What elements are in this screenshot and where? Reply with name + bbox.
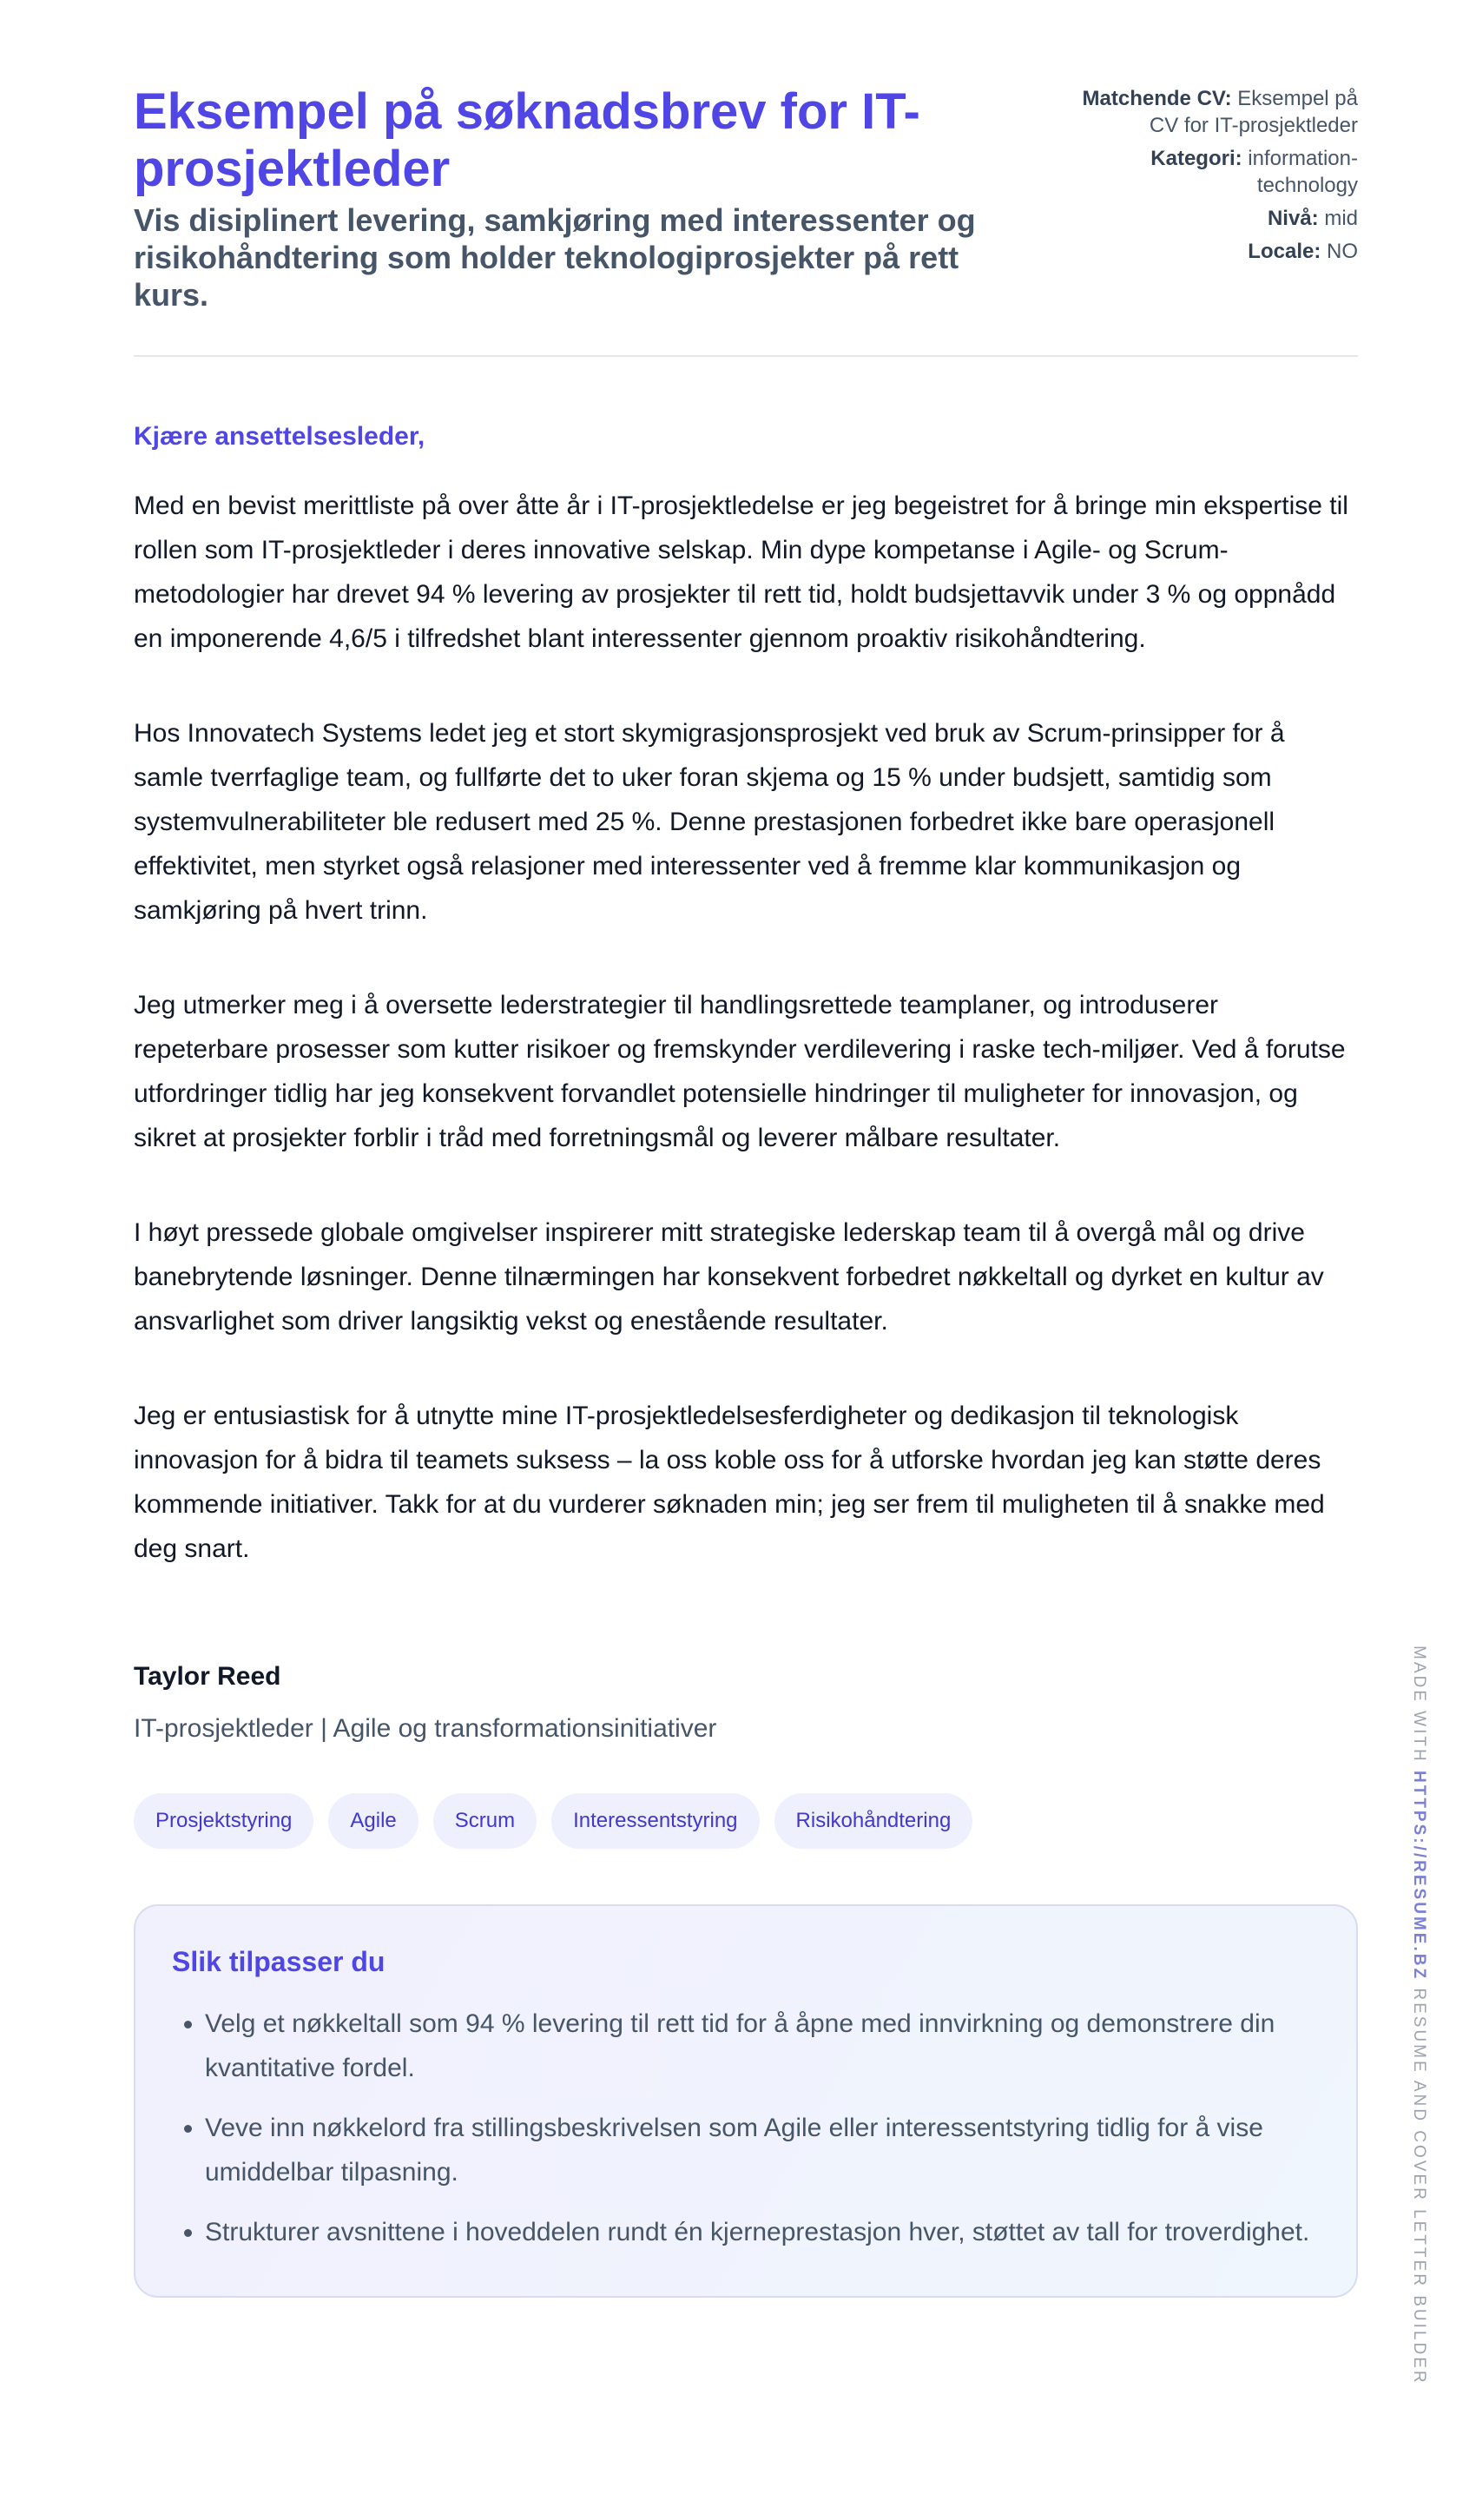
signature-role: IT-prosjektleder | Agile og transformationsinitiativer <box>134 1714 717 1743</box>
meta-level-value: mid <box>1324 207 1358 230</box>
meta-matching-cv <box>1071 85 1358 139</box>
tips-box <box>134 1904 1358 2298</box>
made-with-prefix: MADE WITH <box>1410 1646 1428 1764</box>
meta-locale-value: NO <box>1327 240 1358 263</box>
tag-prosjektstyring[interactable]: Prosjektstyring <box>134 1793 313 1849</box>
meta-locale-label: Locale: <box>1248 240 1321 263</box>
tips-list <box>172 2002 1320 2254</box>
made-with-note <box>1409 1646 1428 2385</box>
meta-locale <box>1071 238 1358 265</box>
letter-greeting: Kjære ansettelsesleder, <box>134 422 425 451</box>
meta-level-label: Nivå: <box>1267 207 1319 230</box>
meta-category-value: information-technology <box>1248 147 1358 197</box>
tag-risikohandtering[interactable]: Risikohåndtering <box>774 1793 973 1849</box>
letter-paragraph: I høyt pressede globale omgivelser inspirerer mitt strategiske lederskap team til å overgå mål og drive banebrytende løsninger. Denne tilnærmingen har konsekvent forbedret nøkkeltall og dyrket en kultur av ansvarlighet som driver langsiktig vekst og enestående resultater. <box>134 1218 1324 1336</box>
tips-title: Slik tilpasser du <box>172 1946 385 1977</box>
meta-panel <box>1071 85 1358 271</box>
meta-category-label: Kategori: <box>1150 147 1242 170</box>
made-with-suffix: RESUME AND COVER LETTER BUILDER <box>1410 1988 1428 2385</box>
page-header <box>134 83 1358 313</box>
meta-matching-cv-value[interactable]: Eksempel på CV for IT-prosjektleder <box>1149 87 1358 137</box>
meta-level <box>1071 205 1358 232</box>
made-with-link[interactable]: HTTPS://RESUME.BZ <box>1410 1771 1428 1982</box>
tag-agile[interactable]: Agile <box>328 1793 418 1849</box>
tips-item: • Veve inn nøkkelord fra stillingsbeskrivelsen som Agile eller interessentstyring tidlig for å vise umiddelbar tilpasning. <box>205 2106 1320 2194</box>
meta-category <box>1071 145 1358 199</box>
page-title: Eksempel på søknadsbrev for IT-prosjektleder <box>134 83 920 197</box>
title-block <box>134 83 1002 313</box>
letter-body <box>134 484 1358 1571</box>
meta-matching-cv-label: Matchende CV: <box>1082 87 1232 110</box>
header-divider <box>134 355 1358 357</box>
cover-letter-page <box>134 83 1358 2298</box>
tag-interessentstyring[interactable]: Interessentstyring <box>551 1793 759 1849</box>
letter-paragraph: Jeg utmerker meg i å oversette lederstrategier til handlingsrettede teamplaner, og introduserer repeterbare prosesser som kutter risikoer og fremskynder verdilevering i raske tech-miljøer. Ved å forutse utfordringer tidlig har jeg konsekvent forvandlet potensielle hindringer til muligheter for innovasjon, og sikret at prosjekter forblir i tråd med forretningsmål og leverer målbare resultater. <box>134 991 1346 1152</box>
tips-item: • Velg et nøkkeltall som 94 % levering til rett tid for å åpne med innvirkning og demonstrere din kvantitative fordel. <box>205 2002 1320 2090</box>
tag-scrum[interactable]: Scrum <box>433 1793 537 1849</box>
skill-tags <box>134 1793 1358 1849</box>
letter-paragraph: Jeg er entusiastisk for å utnytte mine IT-prosjektledelsesferdigheter og dedikasjon til teknologisk innovasjon for å bidra til teamets suksess – la oss koble oss for å utforske hvordan jeg kan støtte deres kommende initiativer. Takk for at du vurderer søknaden min; jeg ser frem til muligheten til å snakke med deg snart. <box>134 1402 1325 1563</box>
page-subtitle: Vis disiplinert levering, samkjøring med interessenter og risikohåndtering som holder teknologiprosjekter på rett kurs. <box>134 202 976 313</box>
signature-name: Taylor Reed <box>134 1662 281 1691</box>
letter-paragraph: Med en bevist merittliste på over åtte år i IT-prosjektledelse er jeg begeistret for å bringe min ekspertise til rollen som IT-prosjektleder i deres innovative selskap. Min dype kompetanse i Agile- og Scrum-metodologier har drevet 94 % levering av prosjekter til rett tid, holdt budsjettavvik under 3 % og oppnådd en imponerende 4,6/5 i tilfredshet blant interessenter gjennom proaktiv risikohåndtering. <box>134 491 1348 653</box>
tips-item: • Strukturer avsnittene i hoveddelen rundt én kjerneprestasjon hver, støttet av tall for troverdighet. <box>205 2210 1320 2254</box>
letter-paragraph: Hos Innovatech Systems ledet jeg et stort skymigrasjonsprosjekt ved bruk av Scrum-prinsipper for å samle tverrfaglige team, og fullførte det to uker foran skjema og 15 % under budsjett, samtidig som systemvulnerabiliteter ble redusert med 25 %. Denne prestasjonen forbedret ikke bare operasjonell effektivitet, men styrket også relasjoner med interessenter ved å fremme klar kommunikasjon og samkjøring på hvert trinn. <box>134 719 1285 925</box>
